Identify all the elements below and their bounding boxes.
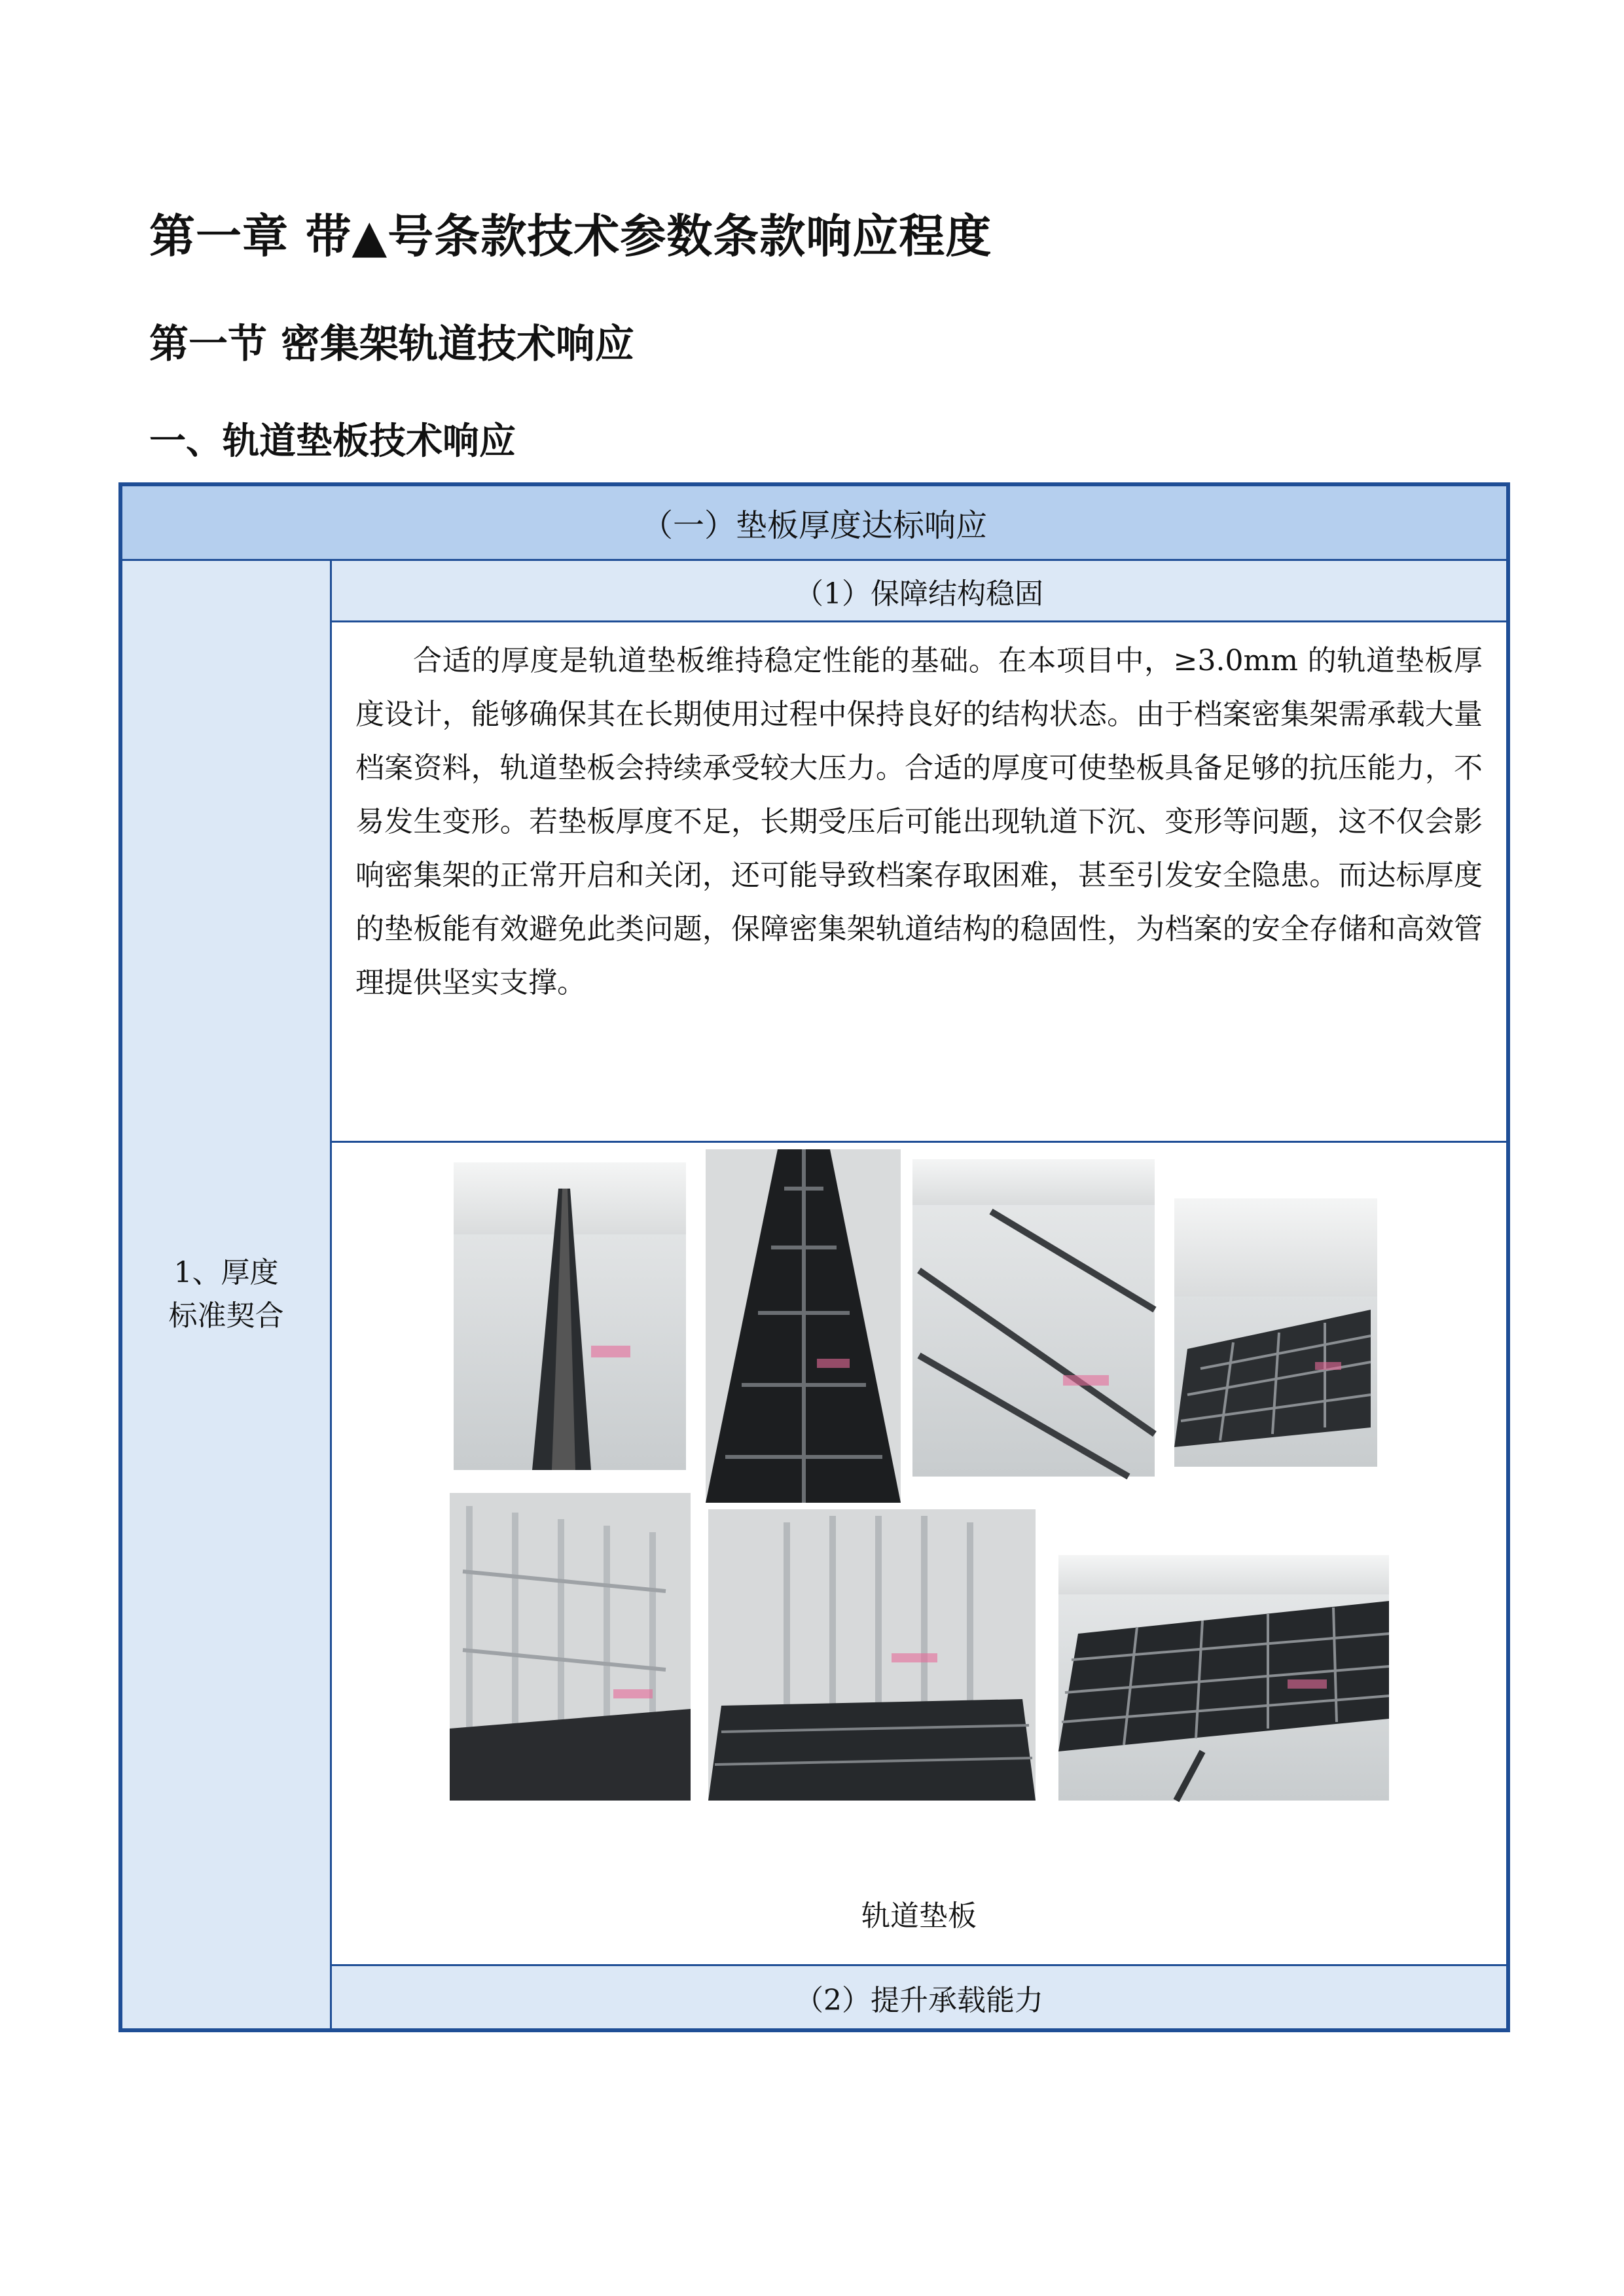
item1-body: 合适的厚度是轨道垫板维持稳定性能的基础。在本项目中，≥3.0mm 的轨道垫板厚度设计，能够确保其在长期使用过程中保持良好的结构状态。由于档案密集架需承载大量档案资料，轨道垫板会持续承受较大压力。合适的厚度可使垫板具备足够的抗压能力，不易发生变形。若垫板厚度不足，长期受压后可能出现轨道下沉、变形等问题，这不仅会影响密集架的正常开启和关闭，还可能导致档案存取困难，甚至引发安全隐患。而达标厚度的垫板能有效避免此类问题，保障密集架轨道结构的稳固性，为档案的安全存储和高效管理提供坚实支撑。 xyxy=(332,622,1506,1143)
row-label xyxy=(122,561,332,2028)
table-header: （一）垫板厚度达标响应 xyxy=(122,486,1506,561)
image-caption: 轨道垫板 xyxy=(861,1899,977,1933)
photo-3 xyxy=(912,1159,1155,1477)
row-label-text: 1、厚度标准契合 xyxy=(168,1256,284,1333)
track-pad-photos xyxy=(332,1143,1506,1966)
photo-6 xyxy=(708,1509,1036,1801)
photo-2 xyxy=(706,1149,901,1503)
photo-1 xyxy=(454,1162,686,1470)
section-title: 第一节 密集架轨道技术响应 xyxy=(149,321,634,367)
response-table xyxy=(118,482,1510,2032)
photo-cell xyxy=(332,1143,1506,1966)
subsection-title: 一、轨道垫板技术响应 xyxy=(149,420,516,463)
photo-4 xyxy=(1174,1198,1377,1467)
photo-5 xyxy=(450,1493,691,1801)
item2-title: （2）提升承载能力 xyxy=(332,1966,1506,2028)
chapter-title: 第一章 带▲号条款技术参数条款响应程度 xyxy=(149,209,992,263)
photo-7 xyxy=(1058,1555,1389,1801)
item1-title: （1）保障结构稳固 xyxy=(332,561,1506,622)
